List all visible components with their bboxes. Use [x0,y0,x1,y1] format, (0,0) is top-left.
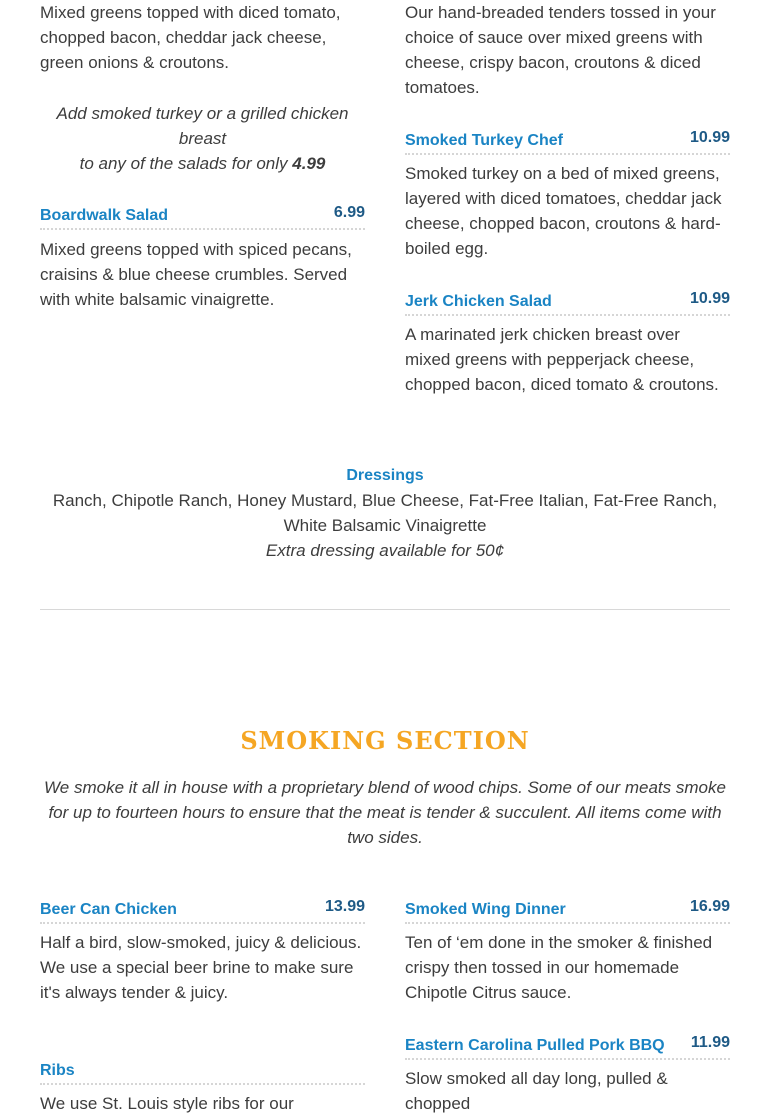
menu-item-name[interactable]: Beer Can Chicken [40,901,177,918]
menu-item-name[interactable]: Boardwalk Salad [40,207,169,224]
section-intro: We smoke it all in house with a proprietary blend of wood chips. Some of our meats smoke for up to fourteen hours to ensure that the meat is tender & succulent. All items come with two sides. [44,778,726,847]
menu-item-description: Smoked turkey on a bed of mixed greens, layered with diced tomatoes, cheddar jack cheese, chopped bacon, croutons & hard-boiled egg. [405,164,722,258]
menu-item-description: A marinated jerk chicken breast over mixed greens with pepperjack cheese, chopped bacon, diced tomato & croutons. [405,325,719,394]
menu-item-header [405,129,730,155]
menu-item-description: We use St. Louis style ribs for our [40,1094,294,1113]
menu-item-name[interactable]: Smoked Wing Dinner [405,901,566,918]
menu-item-header [40,1059,365,1085]
menu-item-price: 10.99 [689,290,730,307]
menu-item-header [405,1034,730,1060]
salad-description-top-right: Our hand-breaded tenders tossed in your choice of sauce over mixed greens with cheese, crispy bacon, croutons & diced tomatoes. [405,3,716,97]
addon-price: 4.99 [292,154,326,173]
menu-item-header [405,290,730,316]
menu-item-header [40,204,365,230]
menu-item-price: 10.99 [689,129,730,146]
addon-line-2-text: to any of the salads for only [79,154,288,173]
dressings-title: Dressings [346,467,424,484]
menu-item-name[interactable]: Jerk Chicken Salad [405,293,552,310]
addon-line-2 [40,151,365,176]
menu-item-description: Slow smoked all day long, pulled & chopped [405,1069,668,1113]
menu-item-price: 6.99 [333,204,365,221]
menu-item-description: Ten of ‘em done in the smoker & finished crispy then tossed in our homemade Chipotle Citrus sauce. [405,933,713,1002]
menu-item-description: Half a bird, slow-smoked, juicy & delicious. We use a special beer brine to make sure it's always tender & juicy. [40,933,362,1002]
section-title: SMOKING SECTION [240,726,530,755]
dressings-note: Extra dressing available for 50¢ [265,541,505,560]
menu-item-name[interactable]: Smoked Turkey Chef [405,132,563,149]
menu-item-price: 13.99 [324,898,365,915]
dressings-block [40,463,730,563]
menu-item-price: 16.99 [689,898,730,915]
menu-item-header [40,898,365,924]
salad-addon-note [40,101,365,176]
addon-line-1: Add smoked turkey or a grilled chicken breast [56,104,349,148]
menu-item-description: Mixed greens topped with spiced pecans, craisins & blue cheese crumbles. Served with white balsamic vinaigrette. [40,240,352,309]
menu-item-name[interactable]: Ribs [40,1062,75,1079]
menu-item-header [405,898,730,924]
salad-description-top-left: Mixed greens topped with diced tomato, chopped bacon, cheddar jack cheese, green onions & croutons. [40,3,341,72]
menu-item-name[interactable]: Eastern Carolina Pulled Pork BBQ [405,1037,665,1054]
dressings-list: Ranch, Chipotle Ranch, Honey Mustard, Blue Cheese, Fat-Free Italian, Fat-Free Ranch, White Balsamic Vinaigrette [52,491,718,535]
section-divider [40,609,730,610]
menu-item-price: 11.99 [690,1034,730,1051]
